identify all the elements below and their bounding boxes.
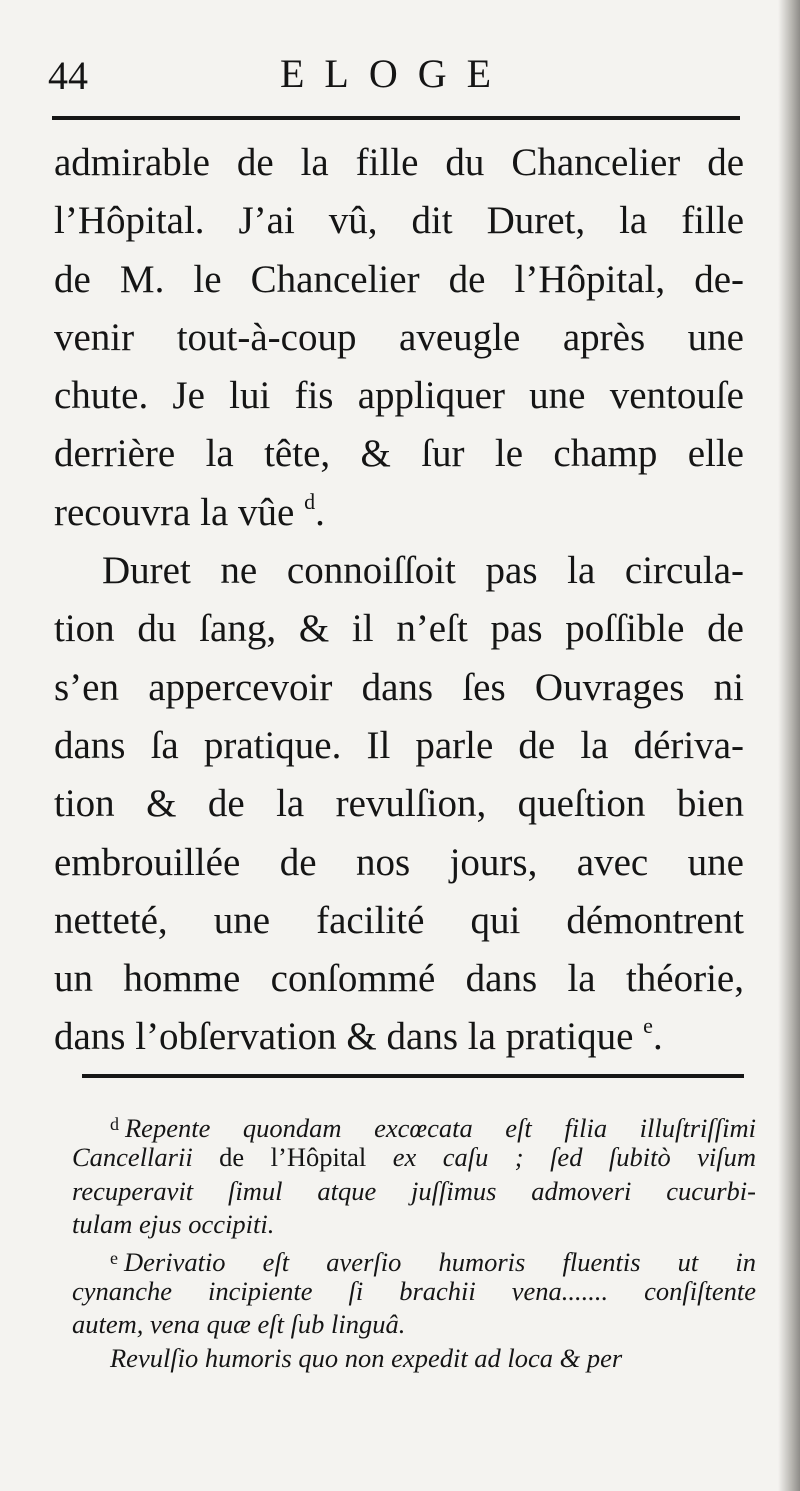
footnote-text: Repente quondam excœcata eſt filia illuſtriſſimi: [125, 1113, 756, 1143]
footnote-text-roman: de l’Hôpital: [219, 1142, 367, 1173]
text-line: derrière la tête, & ſur le champ elle: [54, 432, 744, 476]
header-rule: [52, 116, 740, 120]
sentence-period: .: [652, 1015, 663, 1059]
text-line: s’en appercevoir dans ſes Ouvrages ni: [54, 665, 744, 709]
text-line: admirable de la fille du Chancelier de: [54, 141, 744, 184]
text-line: tion & de la revulſion, queſtion bien: [54, 782, 744, 826]
text-line: tion du ſang, & il n’eſt pas poſſible de: [54, 607, 744, 651]
footnote-line: autem, vena quæ eſt ſub linguâ.: [72, 1309, 406, 1340]
text-line: venir tout-à-coup aveugle après une: [54, 315, 744, 359]
footnote-line: [72, 1141, 756, 1174]
footnote-text: ex caſu ; ſed ſubitò viſum: [392, 1142, 757, 1173]
sentence-period: .: [315, 490, 325, 534]
text-line: [54, 484, 744, 542]
text-line: [54, 1008, 744, 1066]
footnote-line: recuperavit ſimul atque juſſimus admoveri cucurbi-: [72, 1175, 756, 1206]
text-line: de M. le Chancelier de l’Hôpital, de-: [54, 257, 744, 301]
text-line-content: recouvra la vûe: [54, 490, 295, 534]
footnote-rule: [82, 1074, 744, 1078]
text-line: l’Hôpital. J’ai vû, dit Duret, la fille: [54, 199, 744, 243]
footnote-text: Derivatio eſt averſio humoris fluentis ut in: [124, 1246, 756, 1277]
footnote-line: [72, 1242, 756, 1275]
main-text: [54, 134, 744, 1067]
running-head: ELOGE: [280, 51, 512, 96]
text-line: un homme conſommé dans la théorie,: [54, 957, 744, 1001]
footnote-line: cynanche incipiente ſi brachii vena....... conſiſtente: [72, 1275, 756, 1306]
footnote-line: tulam ejus occipiti.: [72, 1209, 275, 1240]
page-edge-shadow: [778, 0, 800, 1491]
footnote-ref-e: e: [643, 1013, 653, 1039]
footnote-line: [72, 1108, 756, 1141]
text-line: dans ſa pratique. Il parle de la dériva-: [54, 723, 744, 767]
page-number: 44: [48, 53, 88, 98]
text-line: Duret ne connoiſſoit pas la circula-: [102, 549, 744, 593]
text-line: netteté, une facilité qui démontrent: [54, 898, 744, 942]
footnote-ref-d: d: [304, 488, 316, 514]
text-line: chute. Je lui fis appliquer une ventouſe: [54, 374, 744, 418]
page-header: [48, 46, 738, 106]
footnote-mark-e: e: [110, 1247, 118, 1268]
footnotes: [72, 1108, 756, 1375]
footnote-line: Revulſio humoris quo non expedit ad loca & per: [110, 1342, 623, 1373]
footnote-text: Cancellarii: [72, 1142, 193, 1173]
footnote-mark-d: d: [110, 1114, 119, 1134]
text-line: embrouillée de nos jours, avec une: [54, 840, 744, 884]
text-line-content: dans l’obſervation & dans la pratique: [54, 1015, 634, 1059]
